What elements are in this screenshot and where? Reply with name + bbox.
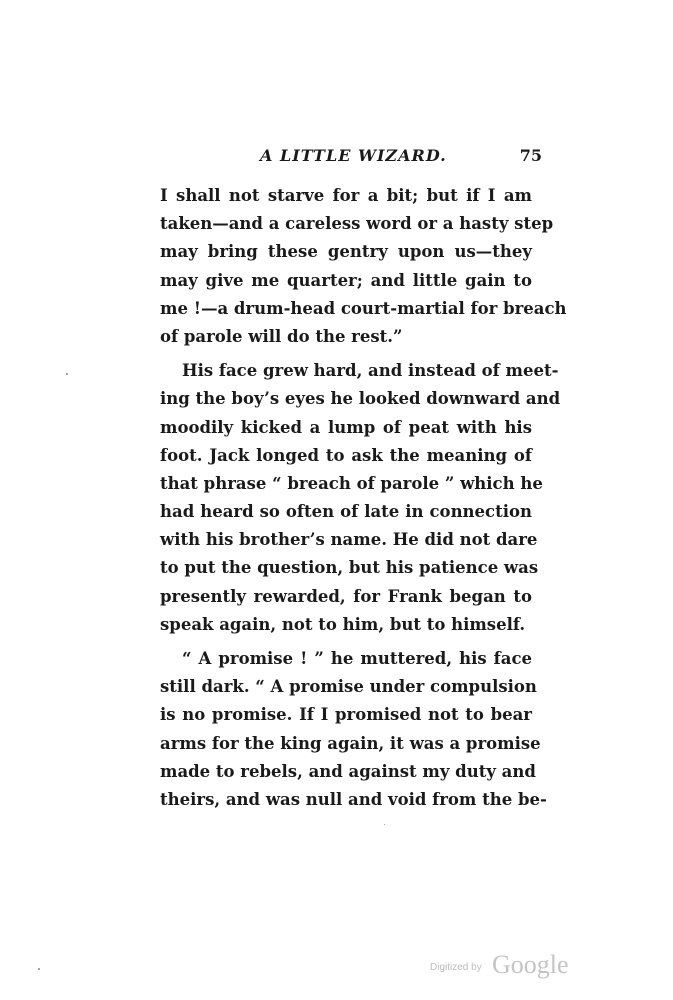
text-line: may bring these gentry upon us—they (160, 242, 532, 262)
running-title: A LITTLE WIZARD. (260, 146, 447, 165)
page-header (160, 146, 542, 170)
google-logo: Google (492, 950, 569, 979)
text-line: with his brother’s name. He did not dare (160, 530, 538, 550)
text-line: foot. Jack longed to ask the meaning of (160, 445, 532, 465)
scan-speck (38, 968, 40, 970)
text-line: arms for the king again, it was a promise (160, 733, 541, 753)
paragraph (160, 645, 547, 814)
text-line: made to rebels, and against my duty and (160, 761, 536, 781)
scan-speck (66, 373, 68, 375)
body-text (160, 182, 567, 814)
text-line: “ A promise ! ” he muttered, his face (182, 649, 532, 668)
digitization-watermark (430, 950, 600, 986)
text-line: I shall not starve for a bit; but if I am (160, 186, 532, 205)
text-line: moodily kicked a lump of peat with his (160, 417, 532, 437)
digitized-by-label: Digitized by (430, 962, 482, 973)
text-line: me !—a drum-head court-martial for breach (160, 298, 567, 318)
text-line: had heard so often of late in connection (160, 502, 532, 522)
text-line: ing the boy’s eyes he looked downward and (160, 389, 561, 409)
text-line: of parole will do the rest.” (160, 326, 403, 346)
text-line: to put the question, but his patience was (160, 558, 539, 578)
page-number: 75 (519, 146, 542, 165)
text-line: theirs, and was null and void from the be- (160, 789, 547, 809)
text-line: is no promise. If I promised not to bear (160, 705, 532, 725)
text-line: His face grew hard, and instead of meet- (182, 361, 559, 381)
text-line: presently rewarded, for Frank began to (160, 586, 532, 606)
text-line: still dark. “ A promise under compulsion (160, 677, 537, 697)
text-line: that phrase “ breach of parole ” which he (160, 473, 543, 493)
paragraph (160, 357, 561, 639)
text-line: taken—and a careless word or a hasty step (160, 214, 554, 234)
paragraph (160, 182, 567, 351)
scan-speck (384, 824, 385, 825)
text-line: speak again, not to him, but to himself. (160, 614, 526, 634)
text-line: may give me quarter; and little gain to (160, 270, 532, 290)
